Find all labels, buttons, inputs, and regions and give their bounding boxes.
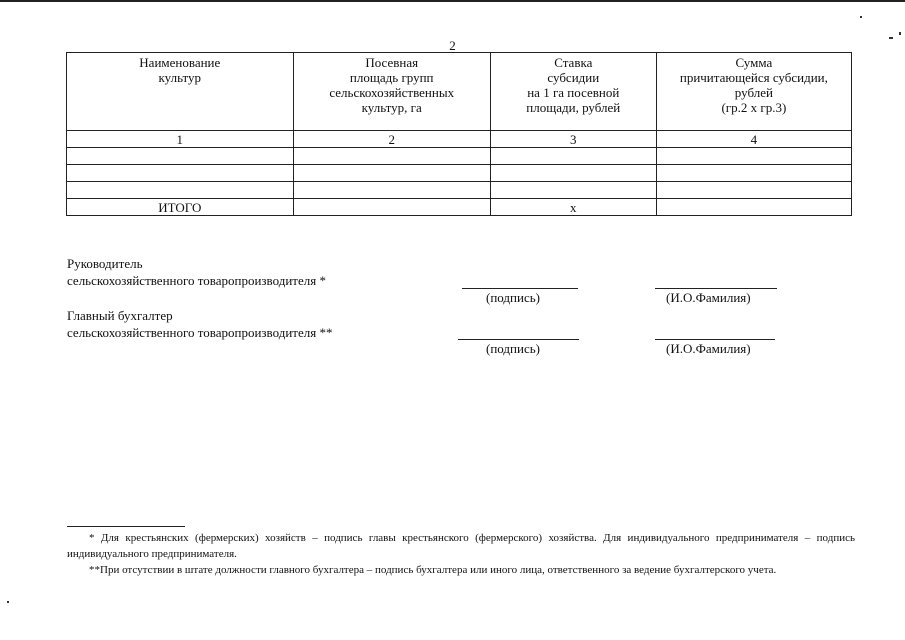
column-number-row	[67, 131, 852, 148]
head-title-line2: сельскохозяйственного товаропроизводителя *	[67, 273, 326, 288]
accountant-name-line[interactable]	[655, 339, 775, 340]
accountant-signature-title	[67, 307, 332, 341]
table-row	[67, 148, 852, 165]
total-rate-cell: х	[490, 199, 656, 216]
scan-speck	[889, 37, 893, 39]
table-row	[67, 165, 852, 182]
head-signature-caption: (подпись)	[486, 290, 540, 305]
head-signature-title	[67, 255, 326, 289]
head-name-caption: (И.О.Фамилия)	[666, 290, 751, 305]
table-cell[interactable]	[293, 165, 490, 182]
footnote-head: * Для крестьянских (фермерских) хозяйств – подпись главы крестьянского (фермерского) хозяйства. Для индивидуального предпринимателя – подпись индивидуального предпринимателя.	[67, 532, 855, 560]
footnote-separator	[67, 526, 185, 527]
head-title-line1: Руководитель	[67, 256, 143, 271]
column-number: 2	[293, 131, 490, 148]
footnote-accountant: **При отсутствии в штате должности главного бухгалтера – подпись бухгалтера или иного лица, ответственного за ведение бухгалтерского учета.	[89, 564, 777, 576]
table-cell[interactable]	[67, 148, 294, 165]
accountant-title-line1: Главный бухгалтер	[67, 308, 173, 323]
header-crop-name: Наименование культур	[67, 53, 294, 131]
column-number: 4	[656, 131, 851, 148]
table-cell[interactable]	[656, 165, 851, 182]
footnotes	[67, 530, 855, 578]
table-header-row	[67, 53, 852, 131]
header-subsidy-rate: Ставка субсидии на 1 га посевной площади, рублей	[490, 53, 656, 131]
top-border	[0, 0, 905, 2]
accountant-name-caption: (И.О.Фамилия)	[666, 341, 751, 356]
total-row	[67, 199, 852, 216]
table-cell[interactable]	[67, 182, 294, 199]
column-number: 3	[490, 131, 656, 148]
header-sown-area: Посевная площадь групп сельскохозяйственных культур, га	[293, 53, 490, 131]
table-cell[interactable]	[67, 165, 294, 182]
accountant-title-line2: сельскохозяйственного товаропроизводителя **	[67, 325, 333, 340]
table-cell[interactable]	[656, 148, 851, 165]
page-number: 2	[449, 38, 456, 53]
subsidy-table	[66, 52, 852, 216]
table-cell[interactable]	[490, 165, 656, 182]
table-row	[67, 182, 852, 199]
table-cell[interactable]	[656, 182, 851, 199]
scan-speck	[7, 601, 9, 603]
total-label: ИТОГО	[67, 199, 294, 216]
total-area-cell[interactable]	[293, 199, 490, 216]
scan-speck	[899, 32, 901, 35]
total-amount-cell[interactable]	[656, 199, 851, 216]
table-cell[interactable]	[490, 148, 656, 165]
scan-speck	[860, 16, 862, 18]
head-name-line[interactable]	[655, 288, 777, 289]
accountant-signature-caption: (подпись)	[486, 341, 540, 356]
column-number: 1	[67, 131, 294, 148]
header-subsidy-amount: Сумма причитающейся субсидии, рублей (гр.2 х гр.3)	[656, 53, 851, 131]
head-signature-line[interactable]	[462, 288, 578, 289]
table-cell[interactable]	[293, 182, 490, 199]
table-cell[interactable]	[293, 148, 490, 165]
accountant-signature-line[interactable]	[458, 339, 579, 340]
table-cell[interactable]	[490, 182, 656, 199]
